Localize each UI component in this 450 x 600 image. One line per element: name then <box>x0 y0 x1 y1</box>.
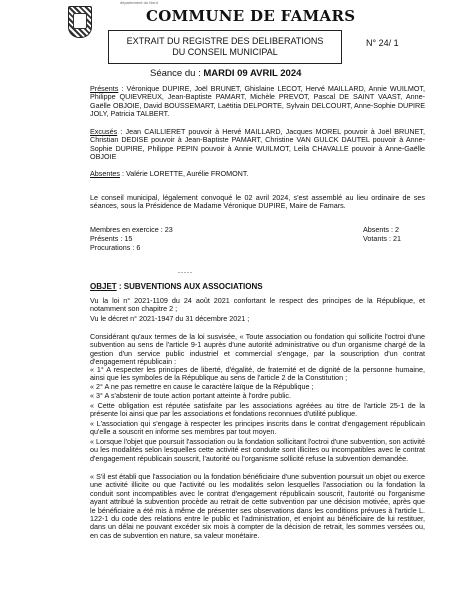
seance-date-value: MARDI 09 AVRIL 2024 <box>203 68 302 79</box>
title-line-2: DU CONSEIL MUNICIPAL <box>172 47 278 57</box>
members-procurations: Procurations : 6 <box>90 243 141 252</box>
principle-1: « 1° A respecter les principes de liberté, d'égalité, de fraternité et de dignité de la personne humaine, ainsi que les symboles de la République au sens de l'article 2 de la Constitution ; <box>90 365 425 383</box>
excuses-paragraph <box>90 128 425 162</box>
principle-2: « 2° A ne pas remettre en cause le caractère laïque de la République ; <box>90 382 314 391</box>
title-line-1: EXTRAIT DU REGISTRE DES DELIBERATIONS <box>126 36 324 46</box>
commune-name: COMMUNE DE FAMARS <box>146 7 356 25</box>
seance-date <box>150 68 301 79</box>
objet-heading <box>90 282 263 291</box>
members-presents: Présents : 15 <box>90 234 133 243</box>
seance-label: Séance du : <box>150 68 201 79</box>
members-absents: Absents : 2 <box>363 225 399 234</box>
absentes-label: Absentes <box>90 169 120 178</box>
section-divider: ----- <box>178 270 193 276</box>
register-title-box <box>108 30 342 64</box>
vu-loi-paragraph: Vu la loi n° 2021-1109 du 24 août 2021 confortant le respect des principes de la République, et notamment son chapitre 2 ; <box>90 296 425 314</box>
principle-3: « 3° A s'abstenir de toute action portant atteinte à l'ordre public. <box>90 391 292 400</box>
excuses-list: : Jean CAILLIERET pouvoir à Hervé MAILLARD, Jacques MOREL pouvoir à Joël BRUNET, Christian DEDISE pouvoir à Jean-Baptiste PAMART, Christine VAN GULCK DAUTEL pouvoir à Anne-Sophie DUPIRE, Philippe PEPIN pouvoir à Annie WUILMOT, Leila CHAVALLE pouvoir à Anne-Gaëlle OBJOIE <box>90 127 425 162</box>
convocation-paragraph: Le conseil municipal, légalement convoqué le 02 avril 2024, s'est assemblé au lieu ordinaire de ses séances, sous la Présidence de Madame Véronique DUPIRE, Maire de Famars. <box>90 193 425 211</box>
coat-of-arms-icon <box>68 6 92 38</box>
objet-label: OBJET <box>90 282 117 291</box>
members-en-exercice: Membres en exercice : 23 <box>90 225 173 234</box>
top-caption: département du Nord <box>120 0 158 5</box>
members-count <box>90 225 425 252</box>
absentes-paragraph <box>90 170 425 178</box>
paragraph-refus: « Lorsque l'objet que poursuit l'association ou la fondation sollicitant l'octroi d'une subvention, son activité ou les modalités selon lesquelles cette activité est conduite sont illicites ou incompatibles avec le contrat d'engagement républicain souscrit, l'autorité ou l'organisme sollicité refuse la subvention demandée. <box>90 437 425 463</box>
paragraph-retrait: « S'il est établi que l'association ou la fondation bénéficiaire d'une subvention poursuit un objet ou exerce une activité illicite ou que l'activité ou les modalités selon lesquelles l'association ou la fondation la conduit sont incompatibles avec le contrat d'engagement républicain souscrit, l'autorité ou l'organisme ayant attribué la subvention procède au retrait de cette subvention par une décision motivée, après que le bénéficiaire a été mis à même de présenter ses observations dans les conditions prévues à l'article L. 122-1 du code des relations entre le public et l'administration, et enjoint au bénéficiaire de lui restituer, dans un délai ne pouvant excéder six mois à compter de la décision de retrait, les sommes versées ou, en cas de subvention en nature, sa valeur monétaire. <box>90 472 425 540</box>
vu-decret-paragraph: Vu le décret n° 2021-1947 du 31 décembre 2021 ; <box>90 314 250 323</box>
absentes-list: : Valérie LORETTE, Aurélie FROMONT. <box>119 169 249 178</box>
members-votants: Votants : 21 <box>363 234 401 243</box>
considerant-paragraph: Considérant qu'aux termes de la loi susvisée, « Toute association ou fondation qui sollicite l'octroi d'une subvention au sens de l'article 9-1 auprès d'une autorité administrative ou d'un organisme chargé de la gestion d'un service public industriel et commercial s'engage, par la souscription d'un contrat d'engagement républicain : <box>90 332 425 367</box>
paragraph-obligation: « Cette obligation est réputée satisfaite par les associations agréées au titre de l'article 25-1 de la présente loi ainsi que par les associations et fondations reconnues d'utilité publique. <box>90 401 425 419</box>
presents-list: : Véronique DUPIRE, Joël BRUNET, Ghislaine LECOT, Hervé MAILLARD, Annie WUILMOT, Philippe QUIEVREUX, Jean-Baptiste PAMART, Michèle PREVOT, Pascal DE SAINT VAAST, Anne-Gaëlle OBJOIE, David BOUSSEMART, Laëtitia DELPORTE, Sylvain DELCOURT, Anne-Sophie DUPIRE JOLY, Patricia TALBERT. <box>90 84 425 119</box>
excuses-label: Excusés <box>90 127 118 136</box>
presents-paragraph <box>90 85 425 119</box>
objet-text: : SUBVENTIONS AUX ASSOCIATIONS <box>116 282 263 291</box>
paragraph-engagement: « L'association qui s'engage à respecter les principes inscrits dans le contrat d'engagement républicain qu'elle a souscrit en informe ses membres par tout moyen. <box>90 419 425 437</box>
deliberation-number: N° 24/ 1 <box>366 38 399 48</box>
presents-label: Présents <box>90 84 119 93</box>
